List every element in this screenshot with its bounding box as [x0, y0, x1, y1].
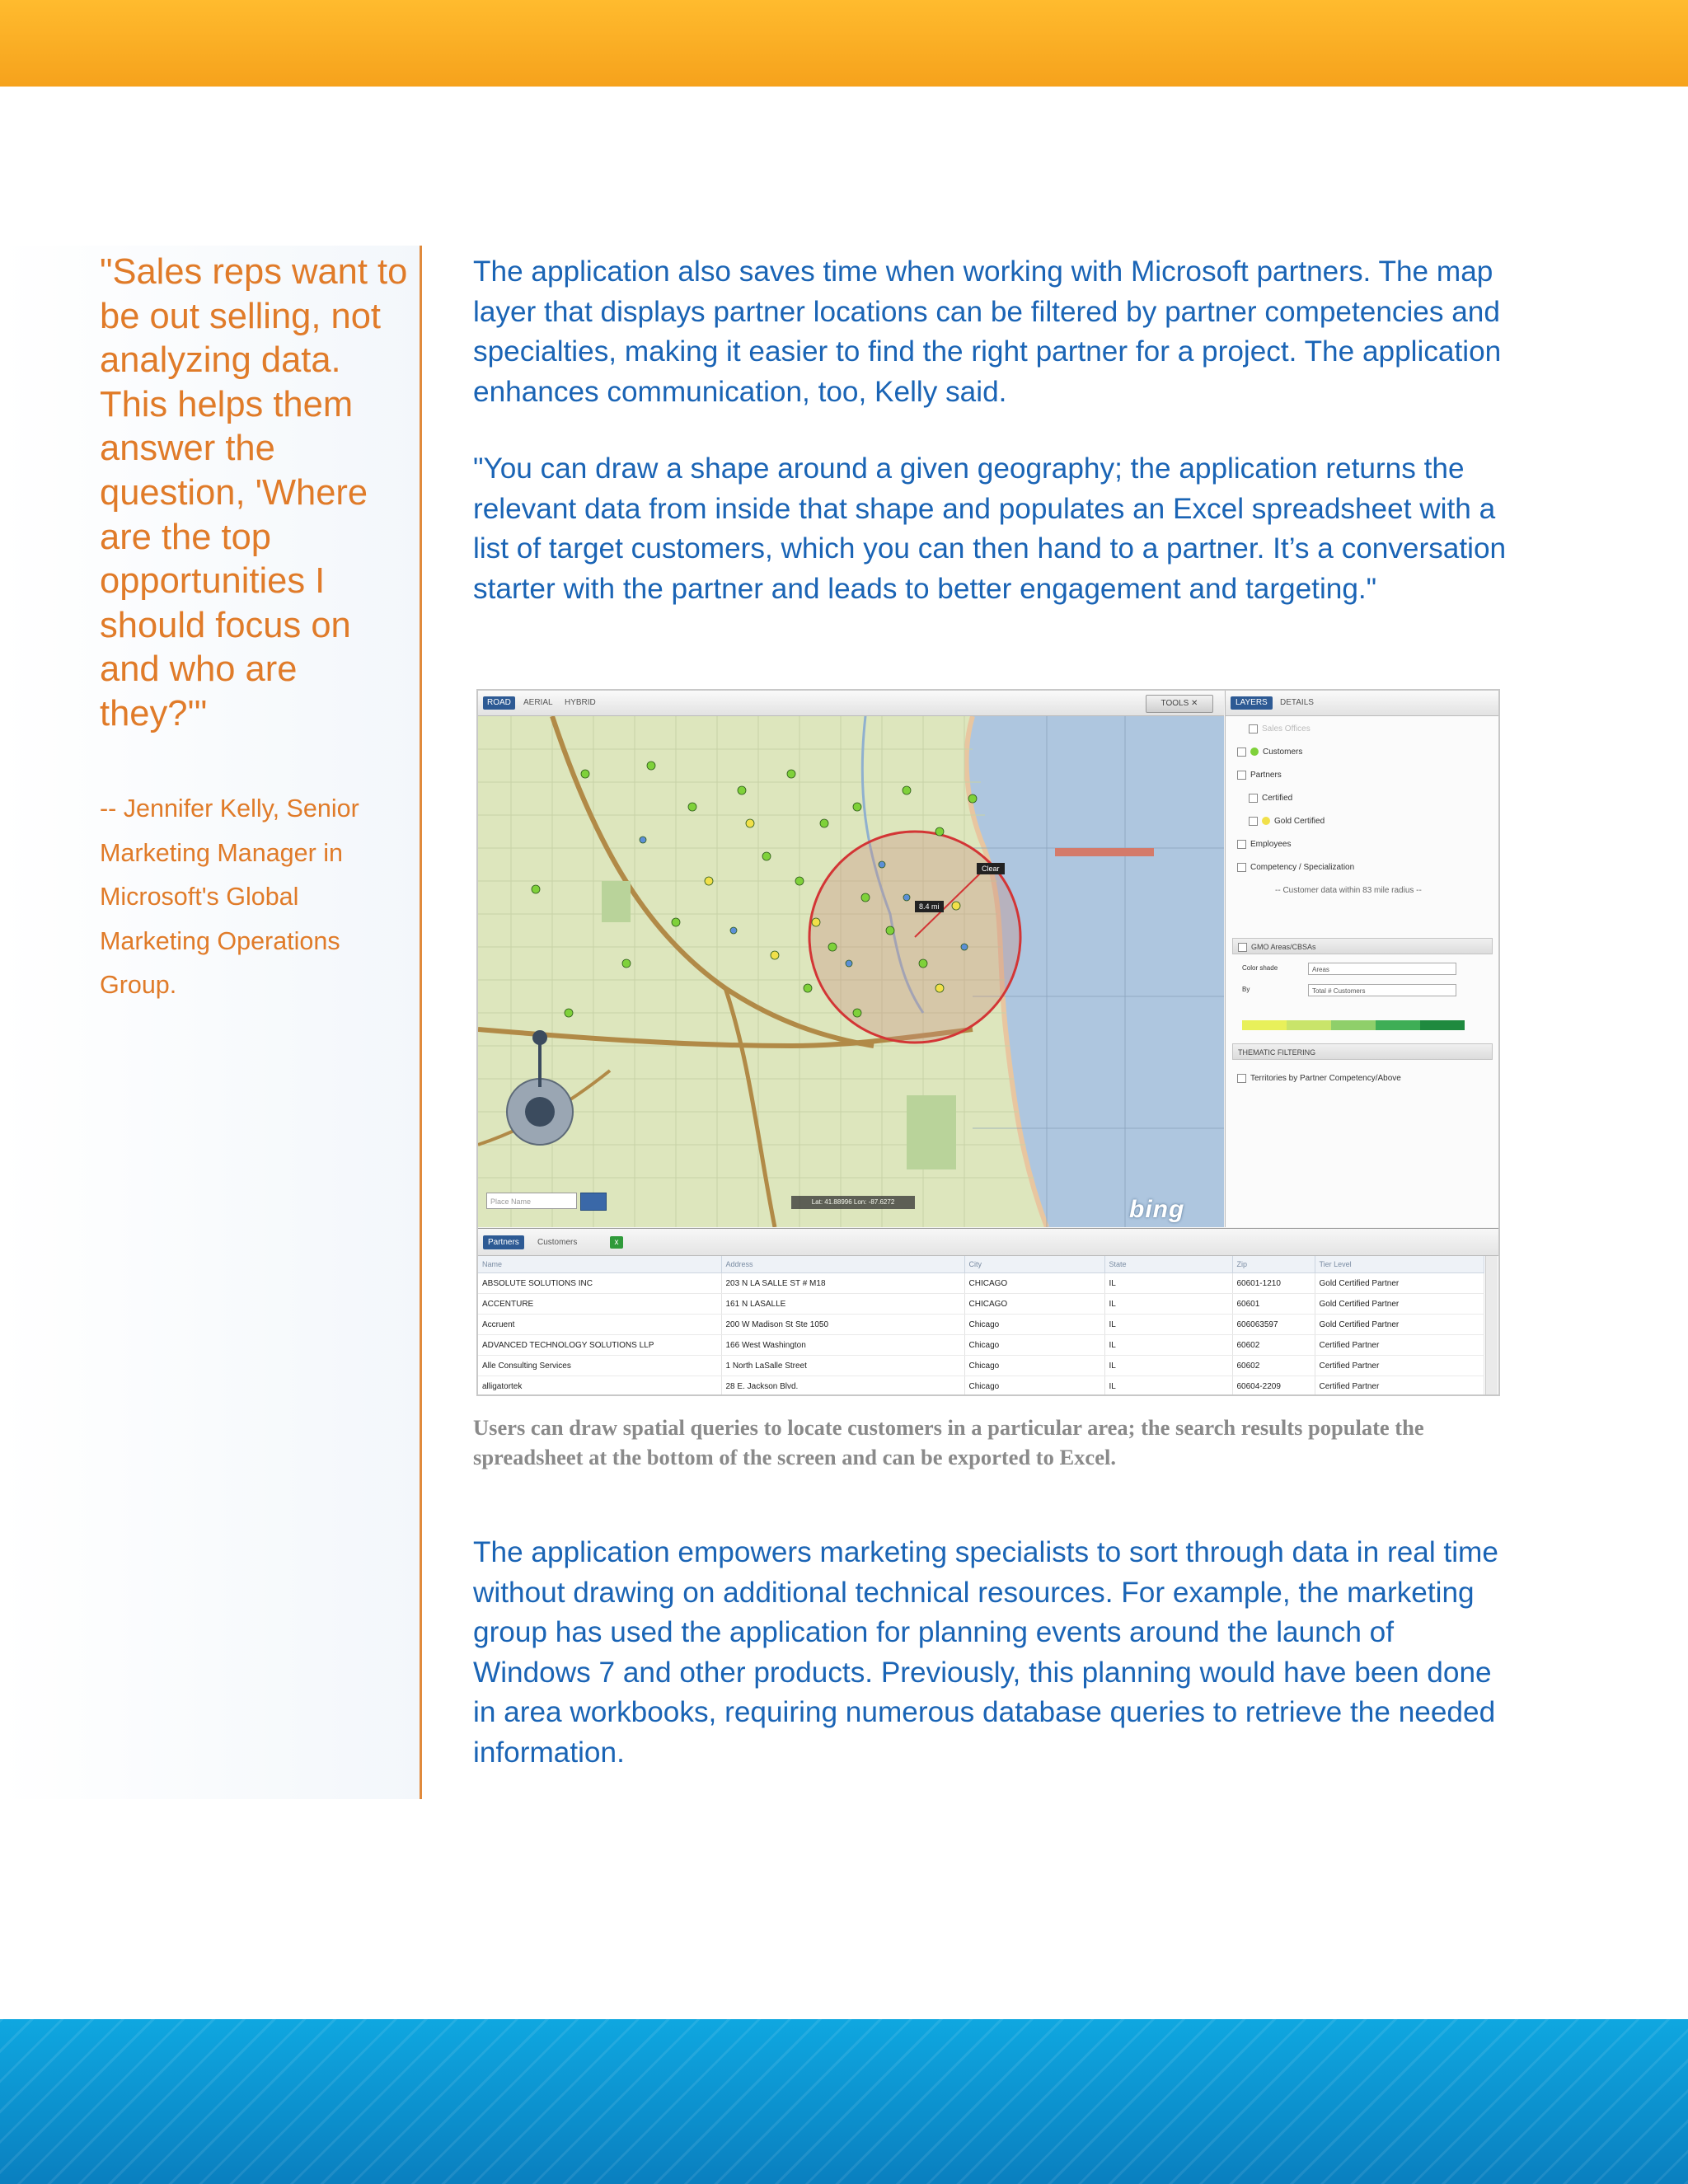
column-header[interactable]: Tier Level: [1315, 1256, 1484, 1273]
place-name-input[interactable]: Place Name: [486, 1193, 577, 1209]
clear-query-button[interactable]: Clear: [977, 863, 1005, 874]
distance-label: 8.4 mi: [915, 901, 944, 912]
layer-label: Partners: [1250, 771, 1282, 780]
layer-label: Certified: [1262, 794, 1293, 803]
table-cell: 60601: [1232, 1294, 1315, 1315]
table-cell: 60602: [1232, 1356, 1315, 1376]
table-row[interactable]: [478, 1273, 1484, 1294]
search-go-button[interactable]: [580, 1193, 607, 1211]
thematic-filtering-header[interactable]: THEMATIC FILTERING: [1232, 1043, 1493, 1060]
bottom-footer-band: [0, 2019, 1688, 2184]
column-header[interactable]: City: [964, 1256, 1104, 1273]
layer-sales-offices[interactable]: [1249, 720, 1311, 738]
gold-marker-icon: [1262, 817, 1270, 825]
layer-gold-certified[interactable]: [1249, 813, 1325, 831]
table-cell: Chicago: [964, 1335, 1104, 1356]
section-label: GMO Areas/CBSAs: [1251, 943, 1316, 951]
table-cell: IL: [1104, 1315, 1232, 1335]
column-header[interactable]: Address: [721, 1256, 964, 1273]
layer-label: Competency / Specialization: [1250, 863, 1355, 872]
coordinate-readout: Lat: 41.88996 Lon: -87.6272: [791, 1196, 915, 1209]
table-cell: 200 W Madison St Ste 1050: [721, 1315, 964, 1335]
map-view[interactable]: [478, 716, 1224, 1227]
table-cell: IL: [1104, 1376, 1232, 1397]
table-cell: Certified Partner: [1315, 1335, 1484, 1356]
table-cell: 606063597: [1232, 1315, 1315, 1335]
map-brand-logo: bing: [1129, 1196, 1185, 1223]
table-row[interactable]: [478, 1335, 1484, 1356]
tab-aerial[interactable]: AERIAL: [523, 698, 553, 707]
layer-label: Customers: [1263, 748, 1303, 757]
table-cell: Gold Certified Partner: [1315, 1315, 1484, 1335]
grid-tab-bar: [478, 1229, 1498, 1256]
radius-note: -- Customer data within 83 mile radius --: [1275, 886, 1422, 895]
layer-competency[interactable]: [1237, 859, 1354, 877]
gmo-section-header[interactable]: [1232, 938, 1493, 954]
table-cell: Alle Consulting Services: [478, 1356, 721, 1376]
table-row[interactable]: [478, 1294, 1484, 1315]
top-header-band: [0, 0, 1688, 87]
layer-certified[interactable]: [1249, 790, 1292, 808]
column-header[interactable]: Name: [478, 1256, 721, 1273]
pull-quote: "Sales reps want to be out selling, not analyzing data. This helps them answer the question, 'Where are the top opportunities I should focus on and who are they?'": [100, 252, 408, 733]
body-paragraph-1: The application also saves time when working with Microsoft partners. The map layer that displays partner locations can be filtered by partner competencies and specialties, making it easier to find the right partner for a project. The application enhances communication, too, Kelly said.: [473, 255, 1502, 408]
table-cell: Accruent: [478, 1315, 721, 1335]
figure-caption: Users can draw spatial queries to locate customers in a particular area; the search results populate the spreadsheet at the bottom of the screen and can be exported to Excel.: [473, 1415, 1424, 1469]
color-shade-label: Color shade: [1242, 964, 1278, 972]
table-cell: Gold Certified Partner: [1315, 1294, 1484, 1315]
table-cell: Chicago: [964, 1376, 1104, 1397]
layer-label: Gold Certified: [1274, 817, 1325, 826]
table-cell: ACCENTURE: [478, 1294, 721, 1315]
checkbox-icon: [1249, 724, 1258, 733]
table-row[interactable]: [478, 1356, 1484, 1376]
layer-label: Employees: [1250, 840, 1292, 849]
layer-label: Sales Offices: [1262, 724, 1311, 733]
table-cell: Certified Partner: [1315, 1356, 1484, 1376]
table-cell: ABSOLUTE SOLUTIONS INC: [478, 1273, 721, 1294]
checkbox-icon: [1237, 863, 1246, 872]
table-cell: Chicago: [964, 1315, 1104, 1335]
checkbox-icon: [1237, 840, 1246, 849]
by-label: By: [1242, 986, 1250, 993]
table-cell: CHICAGO: [964, 1294, 1104, 1315]
layer-partners[interactable]: [1237, 766, 1282, 785]
checkbox-icon: [1237, 1074, 1246, 1083]
checkbox-icon: [1249, 794, 1258, 803]
results-table: [478, 1256, 1484, 1396]
table-body: [478, 1273, 1484, 1397]
table-cell: 166 West Washington: [721, 1335, 964, 1356]
tab-hybrid[interactable]: HYBRID: [565, 698, 596, 707]
table-cell: CHICAGO: [964, 1273, 1104, 1294]
table-cell: 1 North LaSalle Street: [721, 1356, 964, 1376]
customer-marker-icon: [1250, 748, 1259, 756]
table-cell: IL: [1104, 1294, 1232, 1315]
color-shade-select[interactable]: Areas: [1308, 963, 1456, 975]
tools-label: TOOLS: [1160, 699, 1189, 708]
table-cell: 60602: [1232, 1335, 1315, 1356]
column-header[interactable]: State: [1104, 1256, 1232, 1273]
map-canvas: [478, 716, 1224, 1227]
table-cell: Chicago: [964, 1356, 1104, 1376]
body-paragraph-3: The application empowers marketing specialists to sort through data in real time without drawing on additional technical resources. For example, the marketing group has used the application for planning events around the launch of Windows 7 and other products. Previously, this planning would have been done in area workbooks, requiring numerous database queries to retrieve the needed information.: [473, 1536, 1498, 1769]
sidebar-divider: [420, 246, 422, 1799]
results-grid: [478, 1228, 1498, 1395]
table-row[interactable]: [478, 1315, 1484, 1335]
layers-panel: [1225, 691, 1499, 1227]
table-cell: Certified Partner: [1315, 1376, 1484, 1397]
table-cell: 203 N LA SALLE ST # M18: [721, 1273, 964, 1294]
table-cell: 161 N LASALLE: [721, 1294, 964, 1315]
tab-layers[interactable]: LAYERS: [1231, 696, 1273, 710]
side-tab-bar: [1226, 691, 1499, 716]
table-row[interactable]: [478, 1376, 1484, 1397]
color-ramp-legend: [1242, 1020, 1465, 1030]
layer-territories[interactable]: [1237, 1070, 1401, 1088]
table-cell: 60604-2209: [1232, 1376, 1315, 1397]
tab-road[interactable]: ROAD: [483, 696, 515, 710]
table-cell: 60601-1210: [1232, 1273, 1315, 1294]
table-cell: IL: [1104, 1335, 1232, 1356]
checkbox-icon: [1238, 943, 1247, 952]
layer-customers[interactable]: [1237, 743, 1302, 762]
checkbox-icon: [1237, 771, 1246, 780]
table-cell: ADVANCED TECHNOLOGY SOLUTIONS LLP: [478, 1335, 721, 1356]
grid-scrollbar[interactable]: [1485, 1256, 1498, 1394]
application-screenshot: [476, 689, 1500, 1396]
tools-button[interactable]: [1146, 695, 1213, 713]
checkbox-icon: [1249, 817, 1258, 826]
tab-customers[interactable]: Customers: [537, 1238, 578, 1247]
table-header-row: [478, 1256, 1484, 1273]
tab-partners[interactable]: Partners: [483, 1235, 524, 1249]
body-paragraph-2: "You can draw a shape around a given geography; the application returns the relevant data from inside that shape and populates an Excel spreadsheet with a list of target customers, which you can then hand to a partner. It’s a conversation starter with the partner and leads to better engagement and targeting.": [473, 452, 1507, 605]
checkbox-icon: [1237, 748, 1246, 757]
by-select[interactable]: Total # Customers: [1308, 984, 1456, 996]
table-cell: alligatortek: [478, 1376, 721, 1397]
table-cell: IL: [1104, 1356, 1232, 1376]
quote-attribution: -- Jennifer Kelly, Senior Marketing Manager in Microsoft's Global Marketing Operations Group.: [100, 794, 359, 1000]
table-cell: 28 E. Jackson Blvd.: [721, 1376, 964, 1397]
table-cell: Gold Certified Partner: [1315, 1273, 1484, 1294]
table-cell: IL: [1104, 1273, 1232, 1294]
tools-icon: ✕: [1191, 699, 1198, 708]
map-toolbar: [478, 691, 1224, 716]
column-header[interactable]: Zip: [1232, 1256, 1315, 1273]
layer-label: Territories by Partner Competency/Above: [1250, 1074, 1401, 1083]
excel-export-icon[interactable]: x: [610, 1236, 623, 1249]
layer-employees[interactable]: [1237, 836, 1291, 854]
tab-details[interactable]: DETAILS: [1280, 698, 1314, 707]
